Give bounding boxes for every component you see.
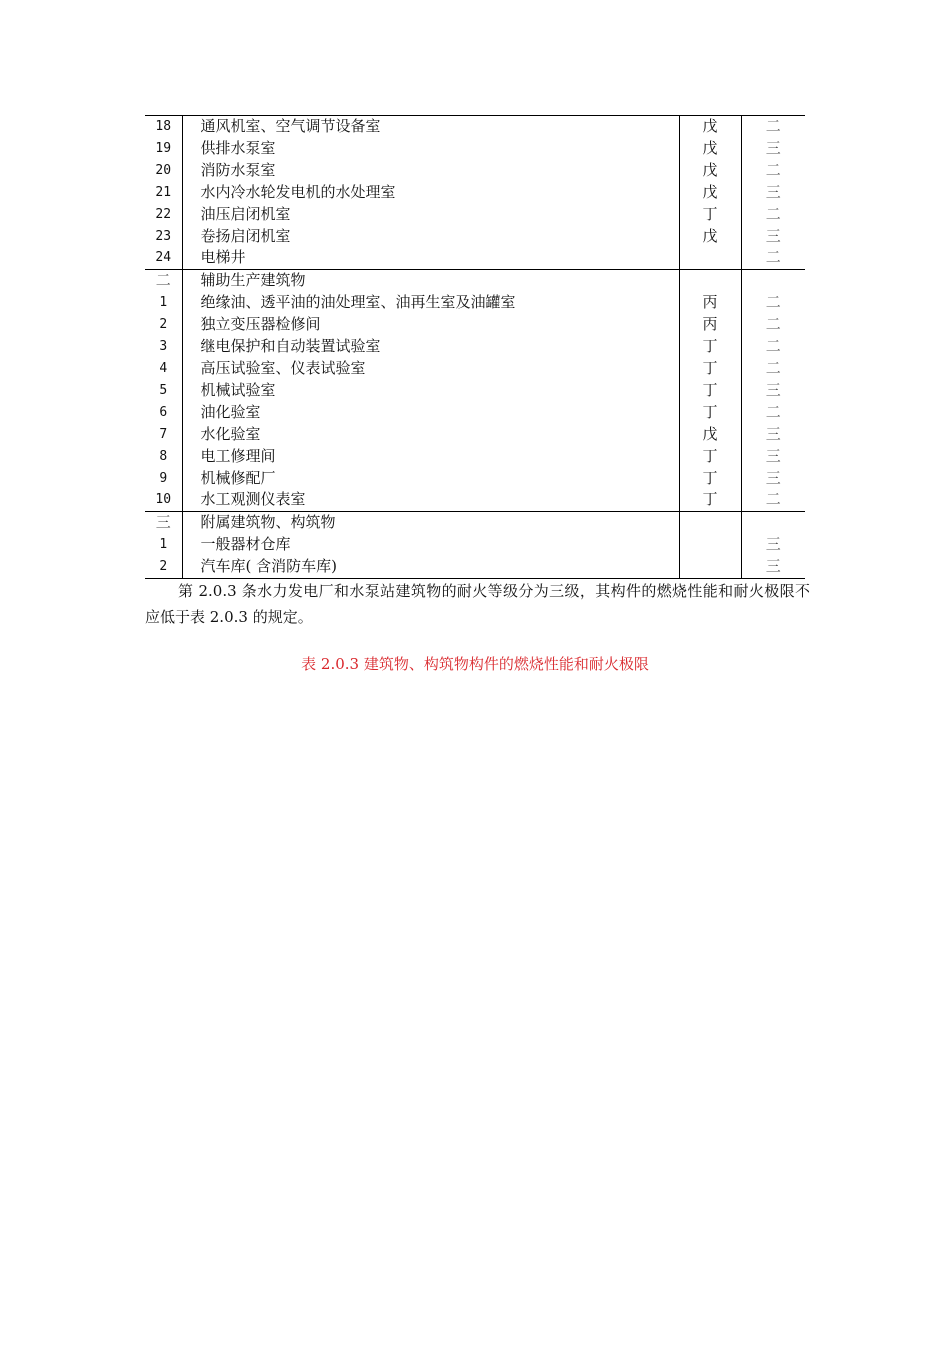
fire-rating-grade-cell: 二 bbox=[765, 315, 781, 334]
hazard-category-cell: 戊 bbox=[679, 226, 741, 248]
hazard-category-cell bbox=[679, 534, 741, 556]
row-number-cell: 5 bbox=[145, 380, 182, 402]
hazard-category-cell: 丁 bbox=[679, 358, 741, 380]
building-name-cell: 绝缘油、透平油的油处理室、油再生室及油罐室 bbox=[182, 292, 679, 314]
building-name-cell: 一般器材仓库 bbox=[182, 534, 679, 556]
row-number-cell: 2 bbox=[145, 556, 182, 578]
building-fire-rating-table bbox=[145, 115, 805, 579]
fire-rating-grade-cell: 二 bbox=[765, 490, 781, 509]
clause-2-0-3-paragraph: 第 2.0.3 条水力发电厂和水泵站建筑物的耐火等级分为三级，其构件的燃烧性能和耐火极限不应低于表 2.0.3 的规定。 bbox=[145, 582, 810, 626]
row-number-cell: 10 bbox=[145, 489, 182, 511]
table-row bbox=[145, 358, 805, 380]
building-name-cell: 附属建筑物、构筑物 bbox=[182, 512, 679, 534]
row-number-cell: 21 bbox=[145, 182, 182, 204]
fire-rating-grade-cell bbox=[741, 270, 805, 292]
hazard-category-cell bbox=[679, 512, 741, 534]
hazard-category-cell: 丙 bbox=[679, 292, 741, 314]
building-name-cell: 电梯井 bbox=[182, 247, 679, 269]
building-name-cell: 机械试验室 bbox=[182, 380, 679, 402]
table-row bbox=[145, 556, 805, 578]
table-row bbox=[145, 247, 805, 269]
hazard-category-cell: 丁 bbox=[679, 204, 741, 226]
fire-rating-grade-cell: 三 bbox=[765, 535, 781, 554]
fire-rating-grade-cell: 三 bbox=[765, 138, 781, 157]
hazard-category-cell: 丁 bbox=[679, 489, 741, 511]
row-number-cell: 三 bbox=[145, 512, 182, 534]
fire-rating-grade-cell: 二 bbox=[765, 358, 781, 377]
table-row bbox=[145, 116, 805, 138]
fire-rating-grade-cell: 二 bbox=[765, 248, 781, 267]
fire-rating-grade-cell: 三 bbox=[765, 468, 781, 487]
row-number-cell: 8 bbox=[145, 446, 182, 468]
hazard-category-cell bbox=[679, 270, 741, 292]
building-name-cell: 油化验室 bbox=[182, 402, 679, 424]
table-row bbox=[145, 204, 805, 226]
fire-rating-grade-cell: 二 bbox=[765, 337, 781, 356]
building-name-cell: 机械修配厂 bbox=[182, 468, 679, 490]
table-row bbox=[145, 402, 805, 424]
hazard-category-cell: 戊 bbox=[679, 160, 741, 182]
building-name-cell: 高压试验室、仪表试验室 bbox=[182, 358, 679, 380]
hazard-category-cell: 丙 bbox=[679, 314, 741, 336]
row-number-cell: 20 bbox=[145, 160, 182, 182]
hazard-category-cell: 丁 bbox=[679, 336, 741, 358]
table-body bbox=[145, 116, 805, 579]
hazard-category-cell: 丁 bbox=[679, 402, 741, 424]
hazard-category-cell: 戊 bbox=[679, 138, 741, 160]
table-row bbox=[145, 468, 805, 490]
hazard-category-cell bbox=[679, 556, 741, 578]
table-row bbox=[145, 226, 805, 248]
building-name-cell: 消防水泵室 bbox=[182, 160, 679, 182]
table-row bbox=[145, 138, 805, 160]
building-name-cell: 汽车库( 含消防车库) bbox=[182, 556, 679, 578]
table-row bbox=[145, 160, 805, 182]
fire-rating-grade-cell: 三 bbox=[765, 182, 781, 201]
hazard-category-cell: 戊 bbox=[679, 424, 741, 446]
hazard-category-cell: 戊 bbox=[679, 116, 741, 138]
table-row bbox=[145, 182, 805, 204]
row-number-cell: 6 bbox=[145, 402, 182, 424]
table-row bbox=[145, 534, 805, 556]
hazard-category-cell: 丁 bbox=[679, 468, 741, 490]
building-name-cell: 卷扬启闭机室 bbox=[182, 226, 679, 248]
building-name-cell: 油压启闭机室 bbox=[182, 204, 679, 226]
row-number-cell: 19 bbox=[145, 138, 182, 160]
building-name-cell: 继电保护和自动装置试验室 bbox=[182, 336, 679, 358]
building-name-cell: 供排水泵室 bbox=[182, 138, 679, 160]
hazard-category-cell bbox=[679, 247, 741, 269]
building-name-cell: 独立变压器检修间 bbox=[182, 314, 679, 336]
row-number-cell: 1 bbox=[145, 534, 182, 556]
fire-rating-grade-cell: 二 bbox=[765, 204, 781, 223]
row-number-cell: 22 bbox=[145, 204, 182, 226]
hazard-category-cell: 丁 bbox=[679, 380, 741, 402]
table-row bbox=[145, 336, 805, 358]
section-row bbox=[145, 512, 805, 534]
table-row bbox=[145, 314, 805, 336]
building-name-cell: 水化验室 bbox=[182, 424, 679, 446]
building-name-cell: 辅助生产建筑物 bbox=[182, 270, 679, 292]
row-number-cell: 23 bbox=[145, 226, 182, 248]
table-caption: 表 2.0.3 建筑物、构筑物构件的燃烧性能和耐火极限 bbox=[301, 655, 649, 673]
building-name-cell: 通风机室、空气调节设备室 bbox=[182, 116, 679, 138]
section-row bbox=[145, 270, 805, 292]
row-number-cell: 1 bbox=[145, 292, 182, 314]
fire-rating-grade-cell: 三 bbox=[765, 226, 781, 245]
building-name-cell: 电工修理间 bbox=[182, 446, 679, 468]
table-row bbox=[145, 424, 805, 446]
row-number-cell: 7 bbox=[145, 424, 182, 446]
row-number-cell: 4 bbox=[145, 358, 182, 380]
row-number-cell: 2 bbox=[145, 314, 182, 336]
hazard-category-cell: 丁 bbox=[679, 446, 741, 468]
fire-rating-grade-cell: 三 bbox=[765, 380, 781, 399]
table-row bbox=[145, 380, 805, 402]
fire-rating-grade-cell: 二 bbox=[765, 160, 781, 179]
building-name-cell: 水内冷水轮发电机的水处理室 bbox=[182, 182, 679, 204]
fire-rating-grade-cell: 三 bbox=[765, 446, 781, 465]
row-number-cell: 二 bbox=[145, 270, 182, 292]
fire-rating-grade-cell: 三 bbox=[741, 556, 805, 578]
row-number-cell: 3 bbox=[145, 336, 182, 358]
fire-rating-grade-cell: 二 bbox=[741, 116, 805, 138]
table-row bbox=[145, 489, 805, 511]
fire-rating-grade-cell: 三 bbox=[765, 424, 781, 443]
hazard-category-cell: 戊 bbox=[679, 182, 741, 204]
building-name-cell: 水工观测仪表室 bbox=[182, 489, 679, 511]
row-number-cell: 9 bbox=[145, 468, 182, 490]
table-row bbox=[145, 446, 805, 468]
fire-rating-grade-cell: 二 bbox=[765, 293, 781, 312]
row-number-cell: 18 bbox=[145, 116, 182, 138]
row-number-cell: 24 bbox=[145, 247, 182, 269]
table-row bbox=[145, 292, 805, 314]
fire-rating-grade-cell: 二 bbox=[765, 402, 781, 421]
fire-rating-grade-cell bbox=[741, 512, 805, 534]
